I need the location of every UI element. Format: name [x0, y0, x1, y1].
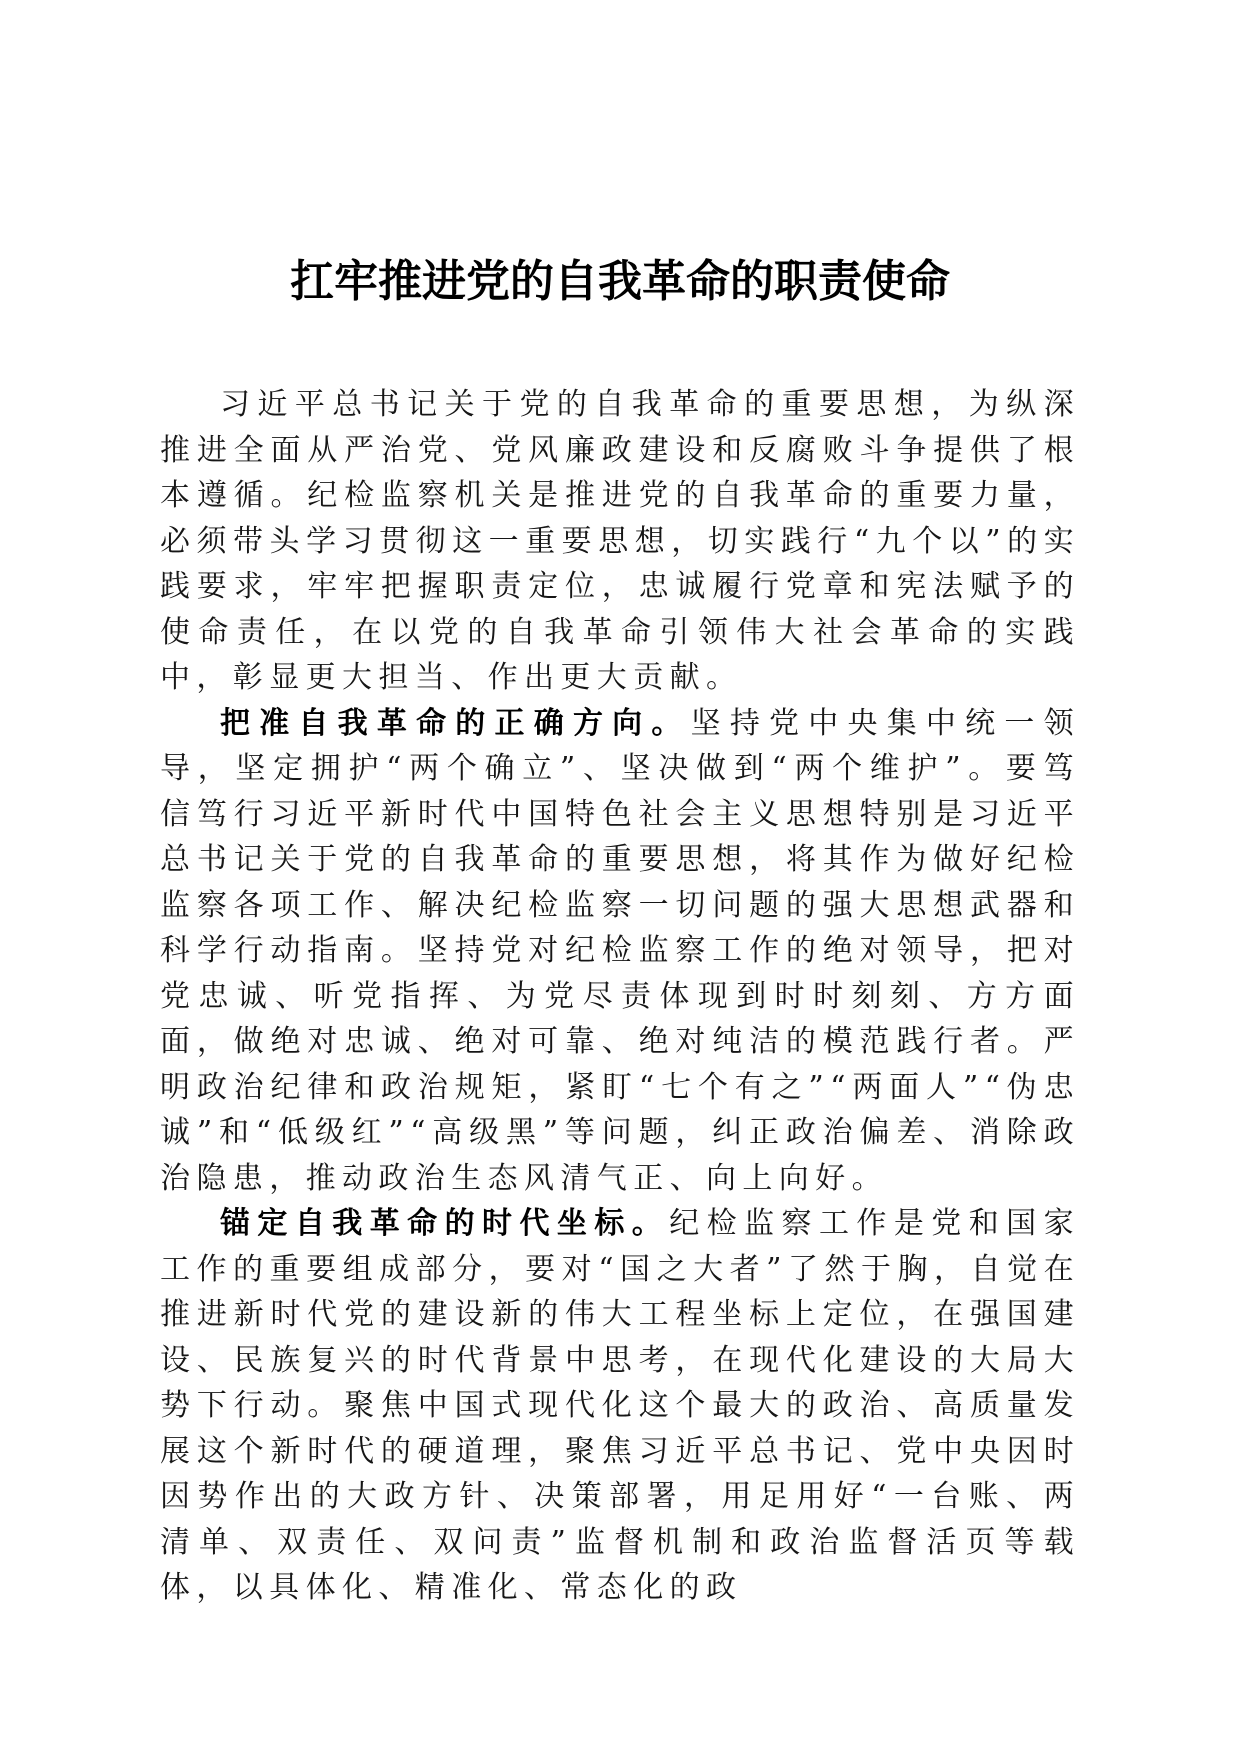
paragraph-direction [160, 701, 1080, 1202]
paragraph-coordinates [160, 1201, 1080, 1611]
document-body [160, 382, 1080, 1611]
paragraph-direction-heading: 把准自我革命的正确方向。 [220, 705, 691, 741]
paragraph-coordinates-heading: 锚定自我革命的时代坐标。 [220, 1206, 670, 1241]
paragraph-direction-text: 坚持党中央集中统一领导，坚定拥护“两个确立”、坚决做到“两个维护”。要笃信笃行习近平新时代中国特色社会主义思想特别是习近平总书记关于党的自我革命的重要思想，将其作为做好纪检监察各项工作、解决纪检监察一切问题的强大思想武器和科学行动指南。坚持党对纪检监察工作的绝对领导，把对党忠诚、听党指挥、为党尽责体现到时时刻刻、方方面面，做绝对忠诚、绝对可靠、绝对纯洁的模范践行者。严明政治纪律和政治规矩，紧盯“七个有之”“两面人”“伪忠诚”和“低级红”“高级黑”等问题，纠正政治偏差、消除政治隐患，推动政治生态风清气正、向上向好。 [160, 705, 1080, 1196]
document-title: 扛牢推进党的自我革命的职责使命 [290, 256, 950, 307]
paragraph-intro [160, 382, 1080, 701]
paragraph-intro-text: 习近平总书记关于党的自我革命的重要思想，为纵深推进全面从严治党、党风廉政建设和反腐败斗争提供了根本遵循。纪检监察机关是推进党的自我革命的重要力量，必须带头学习贯彻这一重要思想，切实践行“九个以”的实践要求，牢牢把握职责定位，忠诚履行党章和宪法赋予的使命责任，在以党的自我革命引领伟大社会革命的实践中，彰显更大担当、作出更大贡献。 [160, 387, 1080, 695]
paragraph-coordinates-text: 纪检监察工作是党和国家工作的重要组成部分，要对“国之大者”了然于胸，自觉在推进新时代党的建设新的伟大工程坐标上定位，在强国建设、民族复兴的时代背景中思考，在现代化建设的大局大势下行动。聚焦中国式现代化这个最大的政治、高质量发展这个新时代的硬道理，聚焦习近平总书记、党中央因时因势作出的大政方针、决策部署，用足用好“一台账、两清单、双责任、双问责”监督机制和政治监督活页等载体，以具体化、精准化、常态化的政 [160, 1206, 1080, 1605]
